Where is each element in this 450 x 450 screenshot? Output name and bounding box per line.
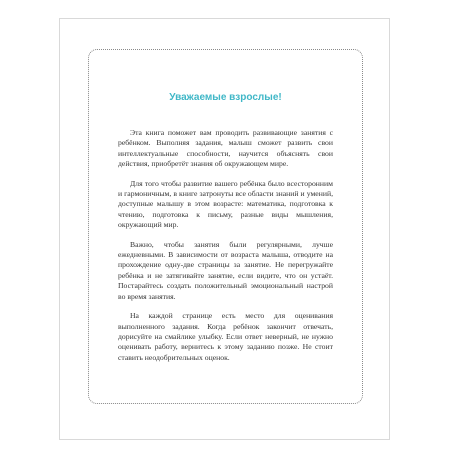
- page-title: Уважаемые взрослые!: [169, 92, 282, 103]
- paragraph: Важно, чтобы занятия были регулярными, лучше ежедневными. В зависимости от возраста малыша, отводите на прохождение одну-две страницы за занятие. Не перегружайте ребёнка и не затягивайте занятие, если видите, что он устаёт. Постарайтесь создать положительный эмоциональный настрой во время занятия.: [118, 239, 333, 301]
- paragraph: На каждой странице есть место для оценивания выполненного задания. Когда ребёнок закончит отвечать, дорисуйте на смайлике улыбку. Если ответ неверный, не нужно оценивать работу, вернитесь к этому заданию позже. Не стоит ставить неодобрительных оценок.: [118, 311, 333, 362]
- paragraph: Для того чтобы развитие вашего ребёнка было всесторонним и гармоничным, в книге затронуты все области знаний и умений, доступные малышу в этом возрасте: математика, подготовка к чтению, подготовка к письму, разные виды мышления, окружающий мир.: [118, 178, 333, 230]
- paragraph: Эта книга поможет вам проводить развивающие занятия с ребёнком. Выполняя задания, малыш сможет развить свои интеллектуальные способности, научится объяснять свои действия, приобретёт знания об окружающем мире.: [118, 128, 333, 169]
- dotted-frame: [88, 49, 363, 404]
- body-text: [118, 128, 333, 372]
- book-page: [59, 18, 390, 440]
